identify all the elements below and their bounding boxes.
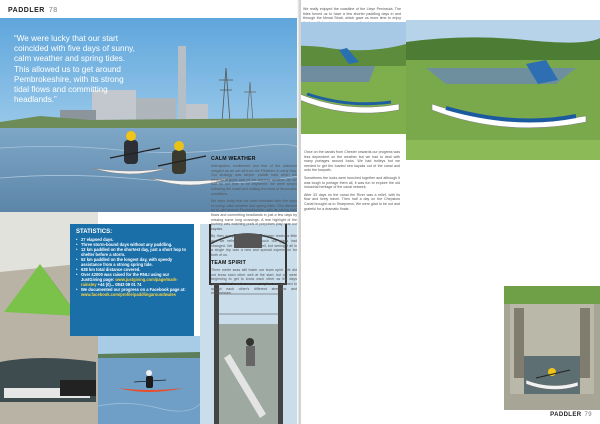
canal-lock-photo xyxy=(504,286,600,410)
paragraph: Three metre seas still foster our team spirit. We did not know each other well at the start, but we were beginning to get to know each other as the days passed. We found a common rhythm and learned to accept each other's different strengths and weaknesses. xyxy=(211,268,297,296)
statistics-list xyxy=(76,237,188,297)
stat-item-text: Over £2000 was raised for the RNLI using our JustGiving page: xyxy=(81,272,170,282)
masthead-right xyxy=(550,412,592,418)
statistics-box xyxy=(70,224,194,336)
facebook-link[interactable]: www.facebook.com/profile/paddlingaroundwales xyxy=(81,292,176,297)
stat-item: • 52 km paddled on the longest day, with speedy assistance from a strong spring tide. xyxy=(76,257,188,267)
stat-item: • 12 km paddled on the shortest day, just a short hop to shelter before a storm. xyxy=(76,247,188,257)
page-number-right: 79 xyxy=(584,412,592,418)
paragraph: Anticipation, excitement and fear of the unknown mingled as we set off from the Flintshire in early May. Our strategy was simple: paddle hard when the weather is good and sit out adverse weather. As we had no set time to be anywhere, we were simply following the coast and making the most of favourable conditions. xyxy=(211,164,297,196)
paragraph: After 33 days on the canal the River was a relief, with its flow and lively travel. Then half a day on the Chepstow Canal brought us to Sharpness. We were glad to be out and grateful for a dramatic finale. xyxy=(304,192,400,211)
canal-kayak-photo xyxy=(301,22,406,134)
stat-item: • 638 km total distance covered. xyxy=(76,267,188,272)
article-column-center xyxy=(211,154,297,422)
masthead-logo: PADDLER xyxy=(550,412,582,418)
stat-item-text: We documented our progress on a Facebook page at: xyxy=(81,287,186,292)
statistics-title: STATISTICS: xyxy=(76,229,113,235)
article-column-right-lower xyxy=(304,150,400,410)
paragraph: By then our paddling fitness had been tested a little and we reflected on how much our plans had changed. We knew the coast well, but seeing it all in a single trip was a new and special experience for both of us. xyxy=(211,234,297,257)
sea-kayak-photo xyxy=(98,336,200,424)
towpath-kayak-photo xyxy=(406,20,600,160)
paragraph: We really enjoyed the coastline of the Lleyn Peninsula. The tides forced us to have a few shorter paddling days in and through the Menai Strait, which gave us more time to enjoy xyxy=(303,7,401,21)
pull-quote: “We were lucky that our start coincided with five days of sunny, calm weather and spring tides. This allowed us to get around Pembrokeshire, with its strong tidal flows and committing headlands.” xyxy=(14,34,135,105)
paragraph: Once on the canals from Chester onwards our progress was less dependent on the weather but we had to deal with many portages around locks. We had trolleys but we needed to get the loaded sea kayaks out of the canal and onto the towpath. xyxy=(304,150,400,173)
stat-item: • 27 elapsed days. xyxy=(76,237,188,242)
stat-item xyxy=(76,272,188,287)
stat-item: • Three storm-bound days without any paddling. xyxy=(76,242,188,247)
paragraph: Sometimes the locks were bunched together and although it was tough to portage them all, it was fun to explore the old industrial heritage of the canal network. xyxy=(304,175,400,190)
section-heading-team-spirit: TEAM SPIRIT xyxy=(211,260,247,267)
phone-number: +44 (0)... 0843 08 01 74 xyxy=(97,282,142,287)
masthead-left xyxy=(8,7,58,14)
section-heading-calm-weather: CALM WEATHER xyxy=(211,156,256,162)
stat-item xyxy=(76,287,188,297)
page-number-left: 78 xyxy=(48,7,58,14)
justgiving-link[interactable]: www.justgiving.com/page/mark-rainsley xyxy=(81,277,178,287)
masthead-logo: PADDLER xyxy=(8,7,45,14)
paragraph: We were lucky that our start coincided with five days of sunny, calm weather and spring tides. This allowed us to get around Pembrokeshire, with its strong tidal flows and committing headlands in just a few days by missing some long crossings. A real highlight of the journey was watching pods of porpoises play near our kayaks. xyxy=(211,199,297,231)
